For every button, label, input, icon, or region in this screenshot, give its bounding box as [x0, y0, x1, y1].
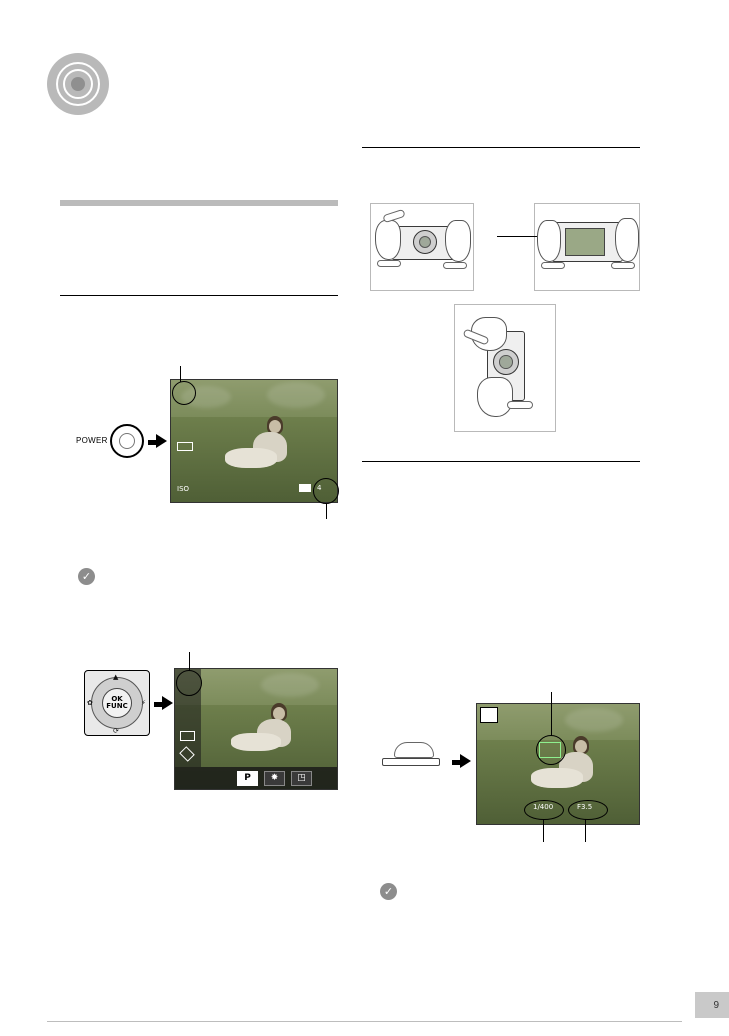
shutter-speed-highlight — [524, 800, 564, 820]
subject-cloth — [225, 448, 277, 468]
flash-icon: ⚡ — [141, 699, 146, 707]
leader-line-mode — [180, 366, 181, 382]
camera-lens-h — [413, 230, 437, 254]
leader-line-af — [551, 692, 552, 736]
page-number: 9 — [713, 1000, 719, 1011]
subject2-cloth — [231, 733, 281, 751]
exposure-compensation-icon: ▲ — [113, 673, 119, 681]
right-hand-h — [445, 220, 471, 262]
mode-item-scene[interactable]: ✸ — [264, 771, 285, 786]
ok-label: OK — [111, 695, 123, 703]
arrow-right-icon-3 — [460, 754, 471, 768]
rear-view-illustration — [534, 203, 640, 291]
func-label: FUNC — [106, 702, 128, 710]
monitor2-mode-highlight — [176, 670, 202, 696]
self-timer-icon: ⟳ — [113, 727, 119, 735]
support-finger-v — [507, 401, 533, 409]
storable-count: 4 — [317, 484, 322, 492]
ok-func-button[interactable] — [102, 688, 132, 718]
arrow-right-icon-2 — [162, 696, 173, 710]
arrow-right-icon — [156, 434, 167, 448]
lower-hand-v — [477, 377, 513, 417]
power-button-illustration — [78, 424, 158, 464]
monitor2-bokeh — [261, 673, 319, 697]
leader-line-shutter — [543, 819, 544, 842]
note-icon-right: ✓ — [380, 883, 397, 900]
section-divider — [60, 200, 338, 206]
left-hand-h — [375, 220, 401, 260]
af-target-highlight — [536, 735, 566, 765]
camera-lens-v — [493, 349, 519, 375]
left-lower-finger-h — [377, 260, 401, 267]
vertical-grip-illustration — [454, 304, 556, 432]
left-hand-rear — [537, 220, 561, 262]
power-button-label: POWER — [76, 436, 108, 445]
monitor3-bokeh — [565, 708, 623, 732]
monitor-standby-screen — [170, 379, 338, 503]
monitor-mode-highlight — [172, 381, 196, 405]
card-icon — [299, 484, 311, 492]
leader-line-aperture — [585, 819, 586, 842]
mode-item-magic[interactable]: ◳ — [291, 771, 312, 786]
macro-icon: ✿ — [87, 699, 93, 707]
page-tab — [695, 992, 729, 1018]
horizontal-grip-illustration — [370, 203, 474, 291]
right-lower-finger-rear — [611, 262, 635, 269]
chapter-ring-inner — [71, 77, 85, 91]
subject3-cloth — [531, 768, 583, 788]
rail-icon-1 — [180, 731, 195, 741]
right-hand-rear — [615, 218, 639, 262]
monitor-bokeh-2 — [267, 382, 325, 408]
shutter-press-illustration — [382, 742, 442, 772]
step3-divider — [362, 461, 640, 462]
subsection-divider — [60, 295, 338, 296]
shooting-mode-strip[interactable] — [175, 767, 337, 789]
note-icon: ✓ — [78, 568, 95, 585]
chapter-lens-icon — [47, 53, 109, 115]
shutter-button-base — [382, 758, 440, 766]
monitor3-mode-box — [480, 707, 498, 723]
camera-monitor-rear — [565, 228, 605, 256]
mode-item-p[interactable]: P — [237, 771, 258, 786]
shutter-speed-value: 1/400 — [533, 803, 554, 811]
leader-line-mode-2 — [189, 652, 190, 671]
left-lower-finger-rear — [541, 262, 565, 269]
leader-line-hold — [497, 236, 537, 237]
right-lower-finger-h — [443, 262, 467, 269]
arrow-pad-illustration[interactable] — [84, 670, 150, 736]
aperture-value: F3.5 — [577, 803, 593, 811]
power-button-icon — [110, 424, 144, 458]
battery-icon — [177, 442, 193, 451]
monitor-count-highlight — [313, 478, 339, 504]
hold-section-divider — [362, 147, 640, 148]
aperture-highlight — [568, 800, 608, 820]
iso-label: ISO — [177, 485, 190, 493]
pressing-finger — [394, 742, 434, 758]
footer-divider — [47, 1021, 682, 1022]
leader-line-count — [326, 503, 327, 519]
